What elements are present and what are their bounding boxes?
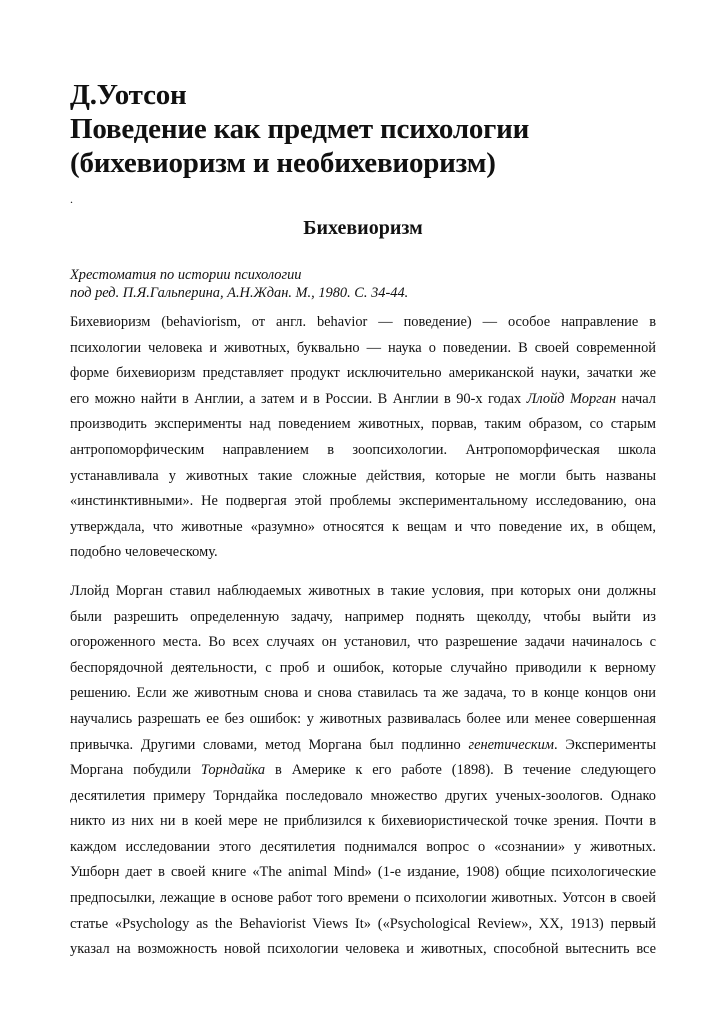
text-line: утверждала, что животные «разумно» относятся к вещам и что поведение их, в общем, [70,518,656,535]
text-line: устанавливала у животных такие сложные действия, которые не могли быть названы [70,467,656,484]
text-line: предпосылки, лежащие в основе работ того времени о психологии животных. Уотсон в своей [70,890,656,907]
text-line: огороженного места. Во всех случаях он установил, что разрешение задачи начиналось с [70,634,656,651]
emphasis-morgan: Ллойд Морган [526,390,617,407]
paragraph-2 [70,579,656,963]
text-line: беспорядочной деятельности, с проб и ошибок, которые случайно приводили к верному [70,659,656,676]
text-line [70,758,656,784]
text-line: форме бихевиоризм представляет продукт исключительно американской науки, зачатки же [70,365,656,382]
document-page [70,78,656,963]
text-line: десятилетия примеру Торндайка последовало множество других ученых-зоологов. Однако [70,787,656,804]
text-line [70,387,656,413]
text-line: Ушборн дает в своей книге «The animal Mind» (1-е издание, 1908) общие психологические [70,864,656,881]
stray-dot: . [70,192,73,206]
text-line: решению. Если же животным снова и снова ставилась та же задача, то в конце концов они [70,685,656,702]
text-line: были разрешить определенную задачу, например поднять щеколду, чтобы выйти из [70,608,656,625]
text-line [70,733,656,759]
source-citation [70,266,656,302]
text-run: . Эксперименты [553,736,657,753]
text-line: «инстинктивными». Не подвергая этой проблемы экспериментальному исследованию, она [70,493,656,510]
text-line: психологии человека и животных, буквально — наука о поведении. В своей современной [70,339,656,356]
title-author: Д.Уотсон [70,79,187,111]
text-run: в Америке к его работе (1898). В течение следующего [265,762,656,779]
section-title: Бихевиоризм [303,217,423,239]
text-line: научались разрешать ее без ошибок: у животных развивалась более или менее совершенная [70,710,656,727]
text-line: никто из них ни в коей мере не приблизился к бихевиористической точке зрения. Почти в [70,813,656,830]
text-run: начал [616,390,656,407]
title-line-3: (бихевиоризм и необихевиоризм) [70,147,496,179]
emphasis-genetic: генетическим [468,736,554,753]
text-line: подобно человеческому. [70,544,218,561]
text-line: Бихевиоризм (behaviorism, от англ. behavior — поведение) — особое направление в [70,314,656,330]
text-run: привычка. Другими словами, метод Моргана был подлинно [70,736,469,753]
paragraph-1 [70,310,656,566]
text-line: указал на возможность новой психологии человека и животных, способной вытеснить все [70,941,656,958]
emphasis-thorndike: Торндайка [200,762,266,779]
source-line-1: Хрестоматия по истории психологии [70,267,302,283]
text-run: Моргана побудили [70,762,201,779]
text-line: антропоморфическим направлением в зоопсихологии. Антропоморфическая школа [70,441,656,458]
document-title [70,78,656,180]
text-line: производить эксперименты над поведением животных, порвав, таким образом, со старым [70,416,656,433]
text-line: статье «Psychology as the Behaviorist Views It» («Psychological Review», XX, 1913) первый [70,915,656,932]
source-line-2: под ред. П.Я.Гальперина, А.Н.Ждан. М., 1980. С. 34-44. [70,285,409,301]
text-line: каждом исследовании этого десятилетия поднимался вопрос о «сознании» у животных. [70,838,656,855]
title-line-2: Поведение как предмет психологии [70,113,530,145]
text-line: Ллойд Морган ставил наблюдаемых животных в такие условия, при которых они должны [70,582,656,599]
text-run: его можно найти в Англии, а затем и в России. В Англии в 90-х годах [70,390,527,407]
